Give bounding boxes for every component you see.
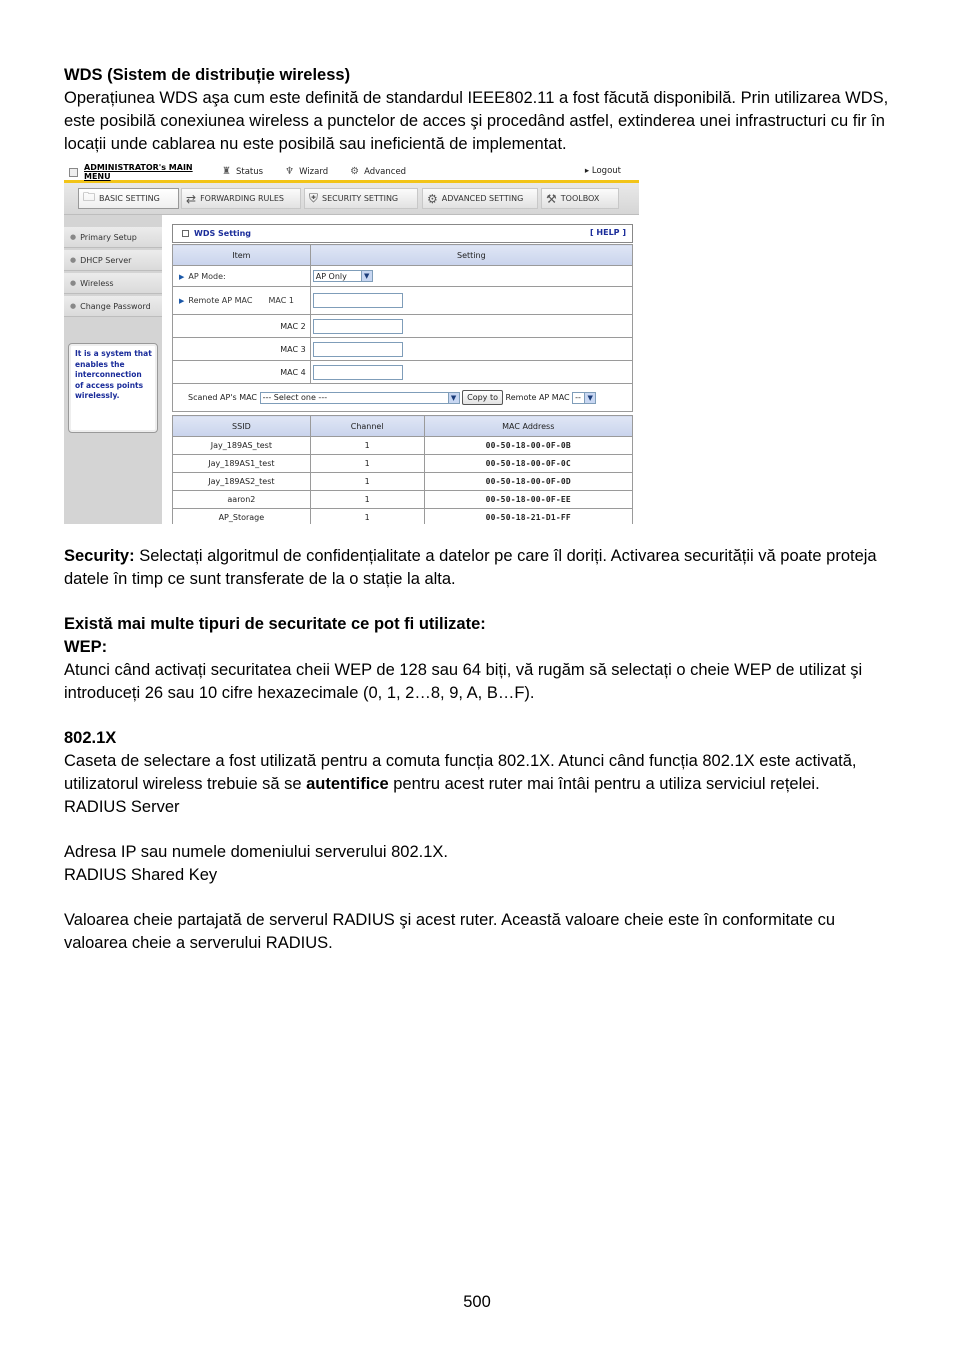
- mac1-label: MAC 1: [268, 296, 294, 305]
- dot1x-heading: 802.1X: [64, 729, 117, 747]
- ssid-cell: AP_Storage: [173, 509, 311, 525]
- scanned-label: Scaned AP's MAC: [188, 393, 258, 402]
- security-types-section: [64, 613, 894, 705]
- remote-mac-select-value: --: [575, 393, 581, 402]
- mac-cell: 00-50-18-00-0F-EE: [424, 491, 632, 509]
- menu-square-icon: [69, 168, 78, 177]
- help-link[interactable]: [ HELP ]: [589, 228, 626, 237]
- ap-mode-value: AP Only: [315, 271, 347, 281]
- chevron-down-icon: ▼: [448, 393, 459, 403]
- table-row[interactable]: [173, 473, 633, 491]
- advanced-setting-icon: ⚙: [427, 191, 438, 206]
- tab-basic-setting[interactable]: [78, 188, 179, 209]
- chevron-down-icon: ▼: [584, 393, 595, 403]
- tab-label: ADVANCED SETTING: [441, 194, 524, 203]
- mac3-input[interactable]: [313, 342, 403, 357]
- sidebar-item-label: DHCP Server: [80, 255, 132, 265]
- mac4-label: MAC 4: [280, 367, 306, 377]
- sidebar-item-label: Change Password: [80, 301, 151, 311]
- wep-text: Atunci când activați securitatea cheii WEP de 128 sau 64 biți, vă rugăm să selectați o cheie WEP de utilizat şi introduceți 26 sau 10 cifre hexazecimale (0, 1, 2…8, 9, A, B…F).: [64, 661, 863, 702]
- sidebar-item-change-password[interactable]: [64, 296, 162, 317]
- sidebar-item-label: Wireless: [80, 278, 114, 288]
- wds-setting-panel: [172, 224, 633, 524]
- section-title: WDS Setting: [194, 229, 252, 238]
- ap-list-table: [172, 415, 633, 524]
- dot1x-section: [64, 727, 894, 955]
- tab-label: FORWARDING RULES: [200, 194, 284, 203]
- sidebar-item-primary-setup[interactable]: [64, 227, 162, 248]
- channel-cell: 1: [310, 473, 424, 491]
- channel-cell: 1: [310, 437, 424, 455]
- ap-mode-select[interactable]: [313, 270, 373, 282]
- remote-mac-label: Remote AP MAC: [188, 296, 253, 305]
- router-topbar: [64, 164, 639, 183]
- mac-header: MAC Address: [424, 416, 632, 437]
- bullet-icon: ●: [70, 279, 77, 287]
- dot1x-text: [64, 750, 894, 796]
- help-box: [68, 343, 158, 433]
- wds-description: Operațiunea WDS aşa cum este definită de standardul IEEE802.11 a fost făcută disponibilă. Prin utilizarea WDS, este posibilă conexiunea wireless a punctelor de acces şi procedând astfel, extinderea unei infrastructuri cu fir în locații unde cablarea nu este posibilă sau ineficientă de implementat.: [64, 89, 889, 153]
- channel-cell: 1: [310, 509, 424, 525]
- wep-heading: WEP:: [64, 638, 108, 656]
- security-text: Selectați algoritmul de confidențialitate a datelor pe care îl doriți. Activarea securității vă poate proteja datele în timp ce sunt transferate de la o stație la alta.: [64, 547, 877, 588]
- status-link[interactable]: [222, 167, 263, 177]
- ssid-cell: Jay_189AS2_test: [173, 473, 311, 491]
- help-text: It is a system that enables the interconnection of access points wirelessly.: [75, 349, 152, 400]
- advanced-label: Advanced: [364, 167, 407, 177]
- tab-label: BASIC SETTING: [99, 194, 160, 203]
- wizard-label: Wizard: [299, 167, 329, 177]
- ssid-cell: aaron2: [173, 491, 311, 509]
- remote-mac-select[interactable]: [572, 392, 596, 404]
- bullet-icon: ●: [70, 302, 77, 310]
- page-number: 500: [463, 1293, 491, 1311]
- chevron-down-icon: ▼: [361, 271, 372, 281]
- tab-security-setting[interactable]: [304, 188, 418, 209]
- arrow-icon: ▶: [179, 297, 185, 305]
- tab-label: SECURITY SETTING: [322, 194, 399, 203]
- status-label: Status: [236, 167, 264, 177]
- logout-label: Logout: [591, 166, 621, 176]
- advanced-icon: ⚙: [350, 166, 360, 177]
- bullet-icon: ●: [70, 256, 77, 264]
- security-label: Security:: [64, 547, 135, 565]
- dot1x-text-before: Caseta de selectare a fost utilizată pentru a comuta funcția 802.1X. Atunci când funcția 802.1X este activată, utilizatorul wireless trebuie să se: [64, 752, 857, 793]
- settings-table: [172, 244, 633, 412]
- radius-key-heading: RADIUS Shared Key: [64, 866, 218, 884]
- channel-header: Channel: [310, 416, 424, 437]
- scanned-mac-select[interactable]: [260, 392, 460, 404]
- table-row[interactable]: [173, 491, 633, 509]
- sidebar-item-label: Primary Setup: [80, 232, 137, 242]
- bullet-icon: ●: [70, 233, 77, 241]
- radius-server-heading: RADIUS Server: [64, 798, 180, 816]
- sidebar: [64, 215, 162, 524]
- scanned-mac-value: --- Select one ---: [262, 393, 328, 402]
- tab-forwarding-rules[interactable]: [181, 188, 301, 209]
- mac2-input[interactable]: [313, 319, 403, 334]
- remote-mac-select-label: Remote AP MAC: [505, 393, 570, 402]
- forwarding-icon: ⇄: [186, 191, 197, 206]
- toolbox-icon: ⚒: [546, 191, 557, 206]
- section-header: [172, 224, 633, 243]
- wds-title: WDS (Sistem de distribuție wireless): [64, 66, 351, 84]
- tab-advanced-setting[interactable]: [422, 188, 538, 209]
- wizard-link[interactable]: [285, 167, 328, 177]
- mac4-input[interactable]: [313, 365, 403, 380]
- logout-link[interactable]: ▸ Logout: [584, 166, 621, 176]
- status-icon: ♜: [222, 166, 231, 177]
- dot1x-text-after: pentru acest ruter mai întâi pentru a utiliza serviciul rețelei.: [388, 775, 820, 793]
- mac-cell: 00-50-18-00-0F-0D: [424, 473, 632, 491]
- mac3-label: MAC 3: [280, 344, 306, 354]
- mac1-input[interactable]: [313, 293, 403, 308]
- security-section: [64, 545, 894, 591]
- mac-cell: 00-50-18-00-0F-0C: [424, 455, 632, 473]
- table-row[interactable]: [173, 509, 633, 525]
- mac2-label: MAC 2: [280, 321, 306, 331]
- advanced-link[interactable]: [350, 167, 406, 177]
- section-square-icon: [182, 230, 189, 237]
- tab-toolbox[interactable]: [541, 188, 619, 209]
- radius-server-desc: Adresa IP sau numele domeniului serverului 802.1X.: [64, 843, 449, 861]
- ssid-cell: Jay_189AS_test: [173, 437, 311, 455]
- main-menu-link[interactable]: ADMINISTRATOR's MAIN MENU: [84, 164, 193, 181]
- dot1x-text-bold: autentifice: [306, 775, 389, 793]
- mac-cell: 00-50-18-00-0F-0B: [424, 437, 632, 455]
- types-heading: Există mai multe tipuri de securitate ce pot fi utilizate:: [64, 615, 486, 633]
- arrow-icon: ▶: [179, 272, 185, 281]
- table-row[interactable]: [173, 455, 633, 473]
- main-tabs: [64, 183, 639, 215]
- channel-cell: 1: [310, 491, 424, 509]
- item-header: Item: [173, 245, 311, 266]
- wds-intro: [64, 64, 894, 156]
- tab-label: TOOLBOX: [560, 194, 600, 203]
- wizard-icon: ♆: [285, 166, 295, 177]
- folder-icon: 🗀: [83, 190, 96, 204]
- ssid-cell: Jay_189AS1_test: [173, 455, 311, 473]
- sidebar-item-wireless[interactable]: [64, 273, 162, 294]
- security-icon: ⛨: [309, 191, 319, 205]
- ssid-header: SSID: [173, 416, 311, 437]
- ap-mode-label: AP Mode:: [188, 271, 226, 281]
- sidebar-item-dhcp-server[interactable]: [64, 250, 162, 271]
- router-wds-screenshot: [64, 164, 639, 524]
- table-row[interactable]: [173, 437, 633, 455]
- radius-key-desc: Valoarea cheie partajată de serverul RADIUS şi acest ruter. Această valoare cheie este în conformitate cu valoarea cheie a serverului RADIUS.: [64, 911, 836, 952]
- channel-cell: 1: [310, 455, 424, 473]
- mac-cell: 00-50-18-21-D1-FF: [424, 509, 632, 525]
- setting-header: Setting: [310, 245, 632, 266]
- copy-to-button[interactable]: Copy to: [462, 390, 503, 405]
